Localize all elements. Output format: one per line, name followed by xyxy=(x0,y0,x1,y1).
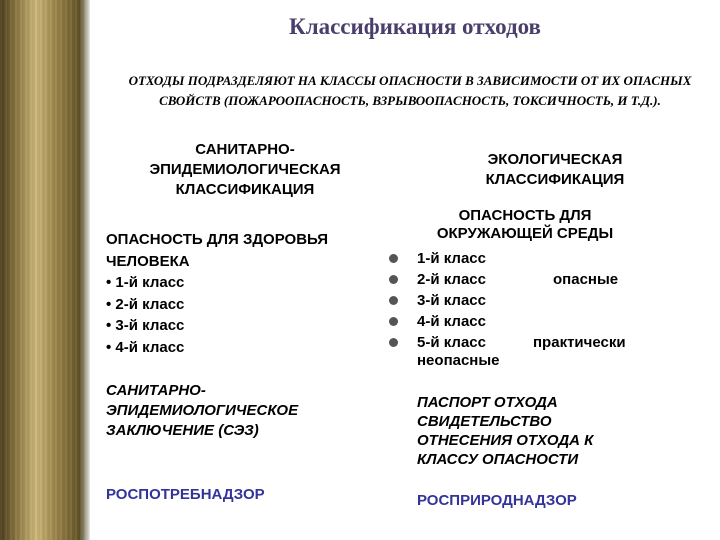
right-passport-line: ОТНЕСЕНИЯ ОТХОДА К xyxy=(417,432,594,449)
left-class-label: 3-й класс xyxy=(115,317,185,334)
left-class-label: 4-й класс xyxy=(115,338,185,356)
bullet-glyph: • xyxy=(106,295,116,313)
left-hazard-block xyxy=(106,229,396,358)
left-class-item xyxy=(106,337,396,359)
bullet-icon xyxy=(389,254,398,263)
left-heading xyxy=(120,140,370,200)
left-authority: РОСПОТРЕБНАДЗОР xyxy=(106,486,265,503)
left-conclusion-line: САНИТАРНО- xyxy=(106,382,206,399)
left-conclusion-line: ЗАКЛЮЧЕНИЕ (СЭЗ) xyxy=(106,422,259,439)
left-hazard-line: ЧЕЛОВЕКА xyxy=(106,252,190,270)
left-class-item xyxy=(106,315,396,337)
right-class-label: 5-й класс xyxy=(417,334,486,351)
right-class-label: 2-й класс xyxy=(417,271,486,288)
bullet-icon xyxy=(389,296,398,305)
right-hazard-line: ОКРУЖАЮЩЕЙ СРЕДЫ xyxy=(436,225,614,242)
right-hazard-heading xyxy=(405,207,645,243)
right-heading xyxy=(440,150,670,190)
left-class-label: 2-й класс xyxy=(115,295,185,313)
bullet-icon xyxy=(389,275,398,284)
right-passport xyxy=(417,393,677,469)
bullet-glyph: • xyxy=(106,338,116,356)
right-class-label: 3-й класс xyxy=(417,292,486,309)
left-conclusion xyxy=(106,381,396,441)
bullet-glyph: • xyxy=(106,317,116,334)
bullet-icon xyxy=(389,338,398,347)
left-class-item xyxy=(106,294,396,316)
left-class-item xyxy=(106,272,396,294)
intro-text: ОТХОДЫ ПОДРАЗДЕЛЯЮТ НА КЛАССЫ ОПАСНОСТИ В ЗАВИСИМОСТИ ОТ ИХ ОПАСНЫХ СВОЙСТВ (ПОЖАРООПАСНОСТЬ, ВЗРЫВООПАСНОСТЬ, ТОКСИЧНОСТЬ, И Т.Д.). xyxy=(128,73,692,108)
note-practically: практически xyxy=(533,334,626,351)
right-class-label: 1-й класс xyxy=(417,250,486,267)
bullet-icon xyxy=(389,317,398,326)
right-authority: РОСПРИРОДНАДЗОР xyxy=(417,492,577,509)
left-hazard-line: ОПАСНОСТЬ ДЛЯ ЗДОРОВЬЯ xyxy=(106,231,329,248)
bullet-glyph: • xyxy=(106,274,116,291)
right-hazard-line: ОПАСНОСТЬ ДЛЯ xyxy=(458,207,592,224)
left-heading-line: КЛАССИФИКАЦИЯ xyxy=(175,181,315,198)
right-passport-line: ПАСПОРТ ОТХОДА xyxy=(417,394,558,411)
right-heading-line: ЭКОЛОГИЧЕСКАЯ xyxy=(487,151,623,168)
slide-title: Классификация отходов xyxy=(289,14,541,39)
right-class-label: 4-й класс xyxy=(417,313,486,330)
left-heading-line: ЭПИДЕМИОЛОГИЧЕСКАЯ xyxy=(149,161,341,178)
note-dangerous: опасные xyxy=(553,271,619,288)
left-heading-line: САНИТАРНО- xyxy=(195,141,295,158)
right-passport-line: СВИДЕТЕЛЬСТВО xyxy=(417,413,552,430)
left-conclusion-line: ЭПИДЕМИОЛОГИЧЕСКОЕ xyxy=(106,402,299,419)
decorative-side-panel xyxy=(0,0,90,540)
right-passport-line: КЛАССУ ОПАСНОСТИ xyxy=(417,451,579,468)
left-class-label: 1-й класс xyxy=(115,274,185,291)
note-nondangerous: неопасные xyxy=(417,352,500,369)
right-class-list xyxy=(417,248,486,353)
right-heading-line: КЛАССИФИКАЦИЯ xyxy=(485,171,625,188)
